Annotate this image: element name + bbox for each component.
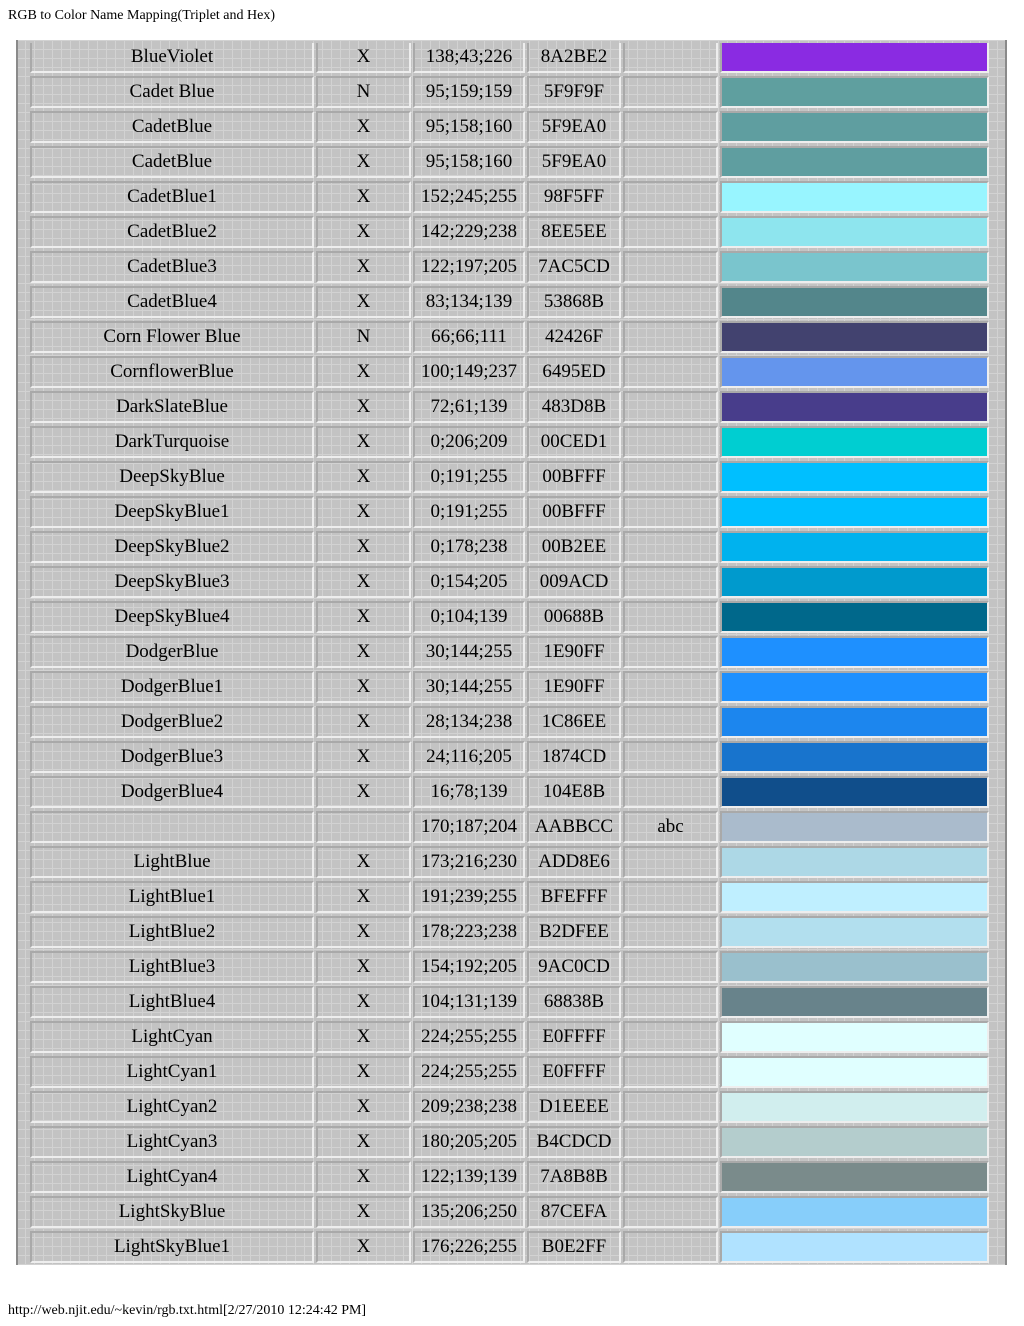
rgb-triplet-cell: 122;197;205	[413, 251, 525, 283]
sample-text-cell	[623, 76, 718, 108]
color-swatch	[720, 636, 989, 668]
color-swatch	[720, 1021, 989, 1053]
sample-text-cell	[623, 1126, 718, 1158]
table-row	[30, 1091, 989, 1123]
hex-code-cell: 1C86EE	[527, 706, 621, 738]
color-name-cell: CadetBlue3	[30, 251, 314, 283]
color-name-cell: DodgerBlue3	[30, 741, 314, 773]
color-name-cell: LightSkyBlue	[30, 1196, 314, 1228]
color-name-cell: DodgerBlue2	[30, 706, 314, 738]
color-swatch	[720, 741, 989, 773]
color-swatch	[720, 986, 989, 1018]
color-swatch	[720, 601, 989, 633]
sample-text-cell	[623, 951, 718, 983]
sample-text-cell	[623, 671, 718, 703]
sample-text-cell	[623, 916, 718, 948]
sample-text-cell	[623, 986, 718, 1018]
color-name-cell: CadetBlue2	[30, 216, 314, 248]
rgb-triplet-cell: 142;229;238	[413, 216, 525, 248]
table-row	[30, 636, 989, 668]
hex-code-cell: 7A8B8B	[527, 1161, 621, 1193]
table-row	[30, 601, 989, 633]
hex-code-cell: 87CEFA	[527, 1196, 621, 1228]
flag-cell: X	[316, 426, 411, 458]
sample-text-cell	[623, 496, 718, 528]
table-left-divider	[16, 40, 18, 1265]
hex-code-cell: 8EE5EE	[527, 216, 621, 248]
flag-cell: X	[316, 391, 411, 423]
color-swatch	[720, 531, 989, 563]
flag-cell: X	[316, 706, 411, 738]
flag-cell: X	[316, 776, 411, 808]
color-name-cell: CadetBlue4	[30, 286, 314, 318]
hex-code-cell: D1EEEE	[527, 1091, 621, 1123]
table-row	[30, 43, 989, 73]
table-row	[30, 391, 989, 423]
color-name-cell: DodgerBlue4	[30, 776, 314, 808]
sample-text-cell	[623, 146, 718, 178]
color-name-cell: BlueViolet	[30, 43, 314, 73]
table-row	[30, 111, 989, 143]
color-swatch	[720, 146, 989, 178]
table-row	[30, 356, 989, 388]
hex-code-cell: 00BFFF	[527, 496, 621, 528]
sample-text-cell	[623, 1196, 718, 1228]
rgb-triplet-cell: 178;223;238	[413, 916, 525, 948]
flag-cell: X	[316, 1126, 411, 1158]
color-name-cell: CornflowerBlue	[30, 356, 314, 388]
hex-code-cell: 68838B	[527, 986, 621, 1018]
rgb-triplet-cell: 0;154;205	[413, 566, 525, 598]
table-row	[30, 741, 989, 773]
hex-code-cell: 00688B	[527, 601, 621, 633]
rgb-triplet-cell: 16;78;139	[413, 776, 525, 808]
table-row	[30, 776, 989, 808]
flag-cell	[316, 811, 411, 843]
hex-code-cell: E0FFFF	[527, 1021, 621, 1053]
flag-cell: X	[316, 216, 411, 248]
sample-text-cell	[623, 1056, 718, 1088]
sample-text-cell	[623, 1231, 718, 1263]
sample-text-cell	[623, 566, 718, 598]
color-table	[28, 40, 991, 1265]
flag-cell: X	[316, 43, 411, 73]
color-name-cell: LightCyan3	[30, 1126, 314, 1158]
table-row	[30, 181, 989, 213]
rgb-triplet-cell: 138;43;226	[413, 43, 525, 73]
sample-text-cell: abc	[623, 811, 718, 843]
flag-cell: N	[316, 321, 411, 353]
rgb-triplet-cell: 224;255;255	[413, 1056, 525, 1088]
color-name-cell: LightSkyBlue1	[30, 1231, 314, 1263]
color-swatch	[720, 1196, 989, 1228]
color-swatch	[720, 881, 989, 913]
hex-code-cell: 009ACD	[527, 566, 621, 598]
table-row	[30, 1196, 989, 1228]
flag-cell: X	[316, 286, 411, 318]
sample-text-cell	[623, 181, 718, 213]
color-swatch	[720, 216, 989, 248]
sample-text-cell	[623, 426, 718, 458]
color-name-cell: DodgerBlue1	[30, 671, 314, 703]
table-row	[30, 1126, 989, 1158]
table-row	[30, 1231, 989, 1263]
sample-text-cell	[623, 391, 718, 423]
hex-code-cell: 5F9EA0	[527, 111, 621, 143]
rgb-triplet-cell: 170;187;204	[413, 811, 525, 843]
table-row	[30, 146, 989, 178]
sample-text-cell	[623, 846, 718, 878]
flag-cell: N	[316, 76, 411, 108]
flag-cell: X	[316, 146, 411, 178]
rgb-triplet-cell: 72;61;139	[413, 391, 525, 423]
rgb-triplet-cell: 224;255;255	[413, 1021, 525, 1053]
color-swatch	[720, 951, 989, 983]
rgb-triplet-cell: 122;139;139	[413, 1161, 525, 1193]
table-row	[30, 846, 989, 878]
sample-text-cell	[623, 461, 718, 493]
color-swatch	[720, 671, 989, 703]
color-swatch	[720, 1231, 989, 1263]
flag-cell: X	[316, 496, 411, 528]
flag-cell: X	[316, 1196, 411, 1228]
sample-text-cell	[623, 216, 718, 248]
rgb-triplet-cell: 191;239;255	[413, 881, 525, 913]
rgb-triplet-cell: 66;66;111	[413, 321, 525, 353]
table-row	[30, 1021, 989, 1053]
table-row	[30, 1161, 989, 1193]
hex-code-cell: 6495ED	[527, 356, 621, 388]
rgb-triplet-cell: 104;131;139	[413, 986, 525, 1018]
color-name-cell: DeepSkyBlue	[30, 461, 314, 493]
color-swatch	[720, 776, 989, 808]
hex-code-cell: 42426F	[527, 321, 621, 353]
flag-cell: X	[316, 846, 411, 878]
rgb-triplet-cell: 0;191;255	[413, 461, 525, 493]
color-table-frame	[16, 40, 1007, 1265]
hex-code-cell: E0FFFF	[527, 1056, 621, 1088]
color-swatch	[720, 43, 989, 73]
color-name-cell: Cadet Blue	[30, 76, 314, 108]
flag-cell: X	[316, 1231, 411, 1263]
table-row	[30, 811, 989, 843]
color-name-cell: CadetBlue1	[30, 181, 314, 213]
color-name-cell: LightCyan2	[30, 1091, 314, 1123]
flag-cell: X	[316, 566, 411, 598]
color-name-cell: LightBlue1	[30, 881, 314, 913]
rgb-triplet-cell: 95;158;160	[413, 146, 525, 178]
color-swatch	[720, 181, 989, 213]
color-swatch	[720, 251, 989, 283]
rgb-triplet-cell: 135;206;250	[413, 1196, 525, 1228]
flag-cell: X	[316, 1056, 411, 1088]
sample-text-cell	[623, 43, 718, 73]
hex-code-cell: 5F9F9F	[527, 76, 621, 108]
table-row	[30, 566, 989, 598]
rgb-triplet-cell: 0;104;139	[413, 601, 525, 633]
hex-code-cell: 483D8B	[527, 391, 621, 423]
color-name-cell: DeepSkyBlue1	[30, 496, 314, 528]
table-row	[30, 321, 989, 353]
color-name-cell: Corn Flower Blue	[30, 321, 314, 353]
hex-code-cell: BFEFFF	[527, 881, 621, 913]
hex-code-cell: B4CDCD	[527, 1126, 621, 1158]
color-swatch	[720, 566, 989, 598]
color-name-cell: DeepSkyBlue2	[30, 531, 314, 563]
hex-code-cell: 53868B	[527, 286, 621, 318]
flag-cell: X	[316, 1091, 411, 1123]
color-swatch	[720, 391, 989, 423]
color-name-cell	[30, 811, 314, 843]
flag-cell: X	[316, 671, 411, 703]
hex-code-cell: 1E90FF	[527, 636, 621, 668]
rgb-triplet-cell: 0;191;255	[413, 496, 525, 528]
color-name-cell: CadetBlue	[30, 146, 314, 178]
page-footer-url: http://web.njit.edu/~kevin/rgb.txt.html[2/27/2010 12:24:42 PM]	[8, 1303, 367, 1318]
sample-text-cell	[623, 741, 718, 773]
hex-code-cell: 1874CD	[527, 741, 621, 773]
hex-code-cell: B0E2FF	[527, 1231, 621, 1263]
hex-code-cell: AABBCC	[527, 811, 621, 843]
hex-code-cell: 5F9EA0	[527, 146, 621, 178]
table-row	[30, 671, 989, 703]
sample-text-cell	[623, 1161, 718, 1193]
color-swatch	[720, 426, 989, 458]
hex-code-cell: B2DFEE	[527, 916, 621, 948]
hex-code-cell: 00B2EE	[527, 531, 621, 563]
hex-code-cell: 00BFFF	[527, 461, 621, 493]
color-swatch	[720, 1161, 989, 1193]
hex-code-cell: ADD8E6	[527, 846, 621, 878]
color-swatch	[720, 111, 989, 143]
table-row	[30, 881, 989, 913]
hex-code-cell: 98F5FF	[527, 181, 621, 213]
flag-cell: X	[316, 916, 411, 948]
hex-code-cell: 8A2BE2	[527, 43, 621, 73]
rgb-triplet-cell: 95;159;159	[413, 76, 525, 108]
sample-text-cell	[623, 286, 718, 318]
color-name-cell: LightBlue3	[30, 951, 314, 983]
hex-code-cell: 104E8B	[527, 776, 621, 808]
table-row	[30, 76, 989, 108]
flag-cell: X	[316, 951, 411, 983]
color-swatch	[720, 1126, 989, 1158]
flag-cell: X	[316, 986, 411, 1018]
flag-cell: X	[316, 356, 411, 388]
sample-text-cell	[623, 636, 718, 668]
table-row	[30, 286, 989, 318]
rgb-triplet-cell: 152;245;255	[413, 181, 525, 213]
color-swatch	[720, 1091, 989, 1123]
rgb-triplet-cell: 209;238;238	[413, 1091, 525, 1123]
rgb-triplet-cell: 30;144;255	[413, 636, 525, 668]
sample-text-cell	[623, 356, 718, 388]
rgb-triplet-cell: 176;226;255	[413, 1231, 525, 1263]
rgb-triplet-cell: 28;134;238	[413, 706, 525, 738]
color-swatch	[720, 356, 989, 388]
color-name-cell: LightCyan	[30, 1021, 314, 1053]
hex-code-cell: 7AC5CD	[527, 251, 621, 283]
table-row	[30, 461, 989, 493]
sample-text-cell	[623, 111, 718, 143]
sample-text-cell	[623, 531, 718, 563]
hex-code-cell: 9AC0CD	[527, 951, 621, 983]
rgb-triplet-cell: 100;149;237	[413, 356, 525, 388]
sample-text-cell	[623, 706, 718, 738]
table-row	[30, 986, 989, 1018]
flag-cell: X	[316, 636, 411, 668]
flag-cell: X	[316, 881, 411, 913]
flag-cell: X	[316, 251, 411, 283]
sample-text-cell	[623, 601, 718, 633]
sample-text-cell	[623, 776, 718, 808]
flag-cell: X	[316, 181, 411, 213]
color-name-cell: DarkSlateBlue	[30, 391, 314, 423]
color-swatch	[720, 286, 989, 318]
color-swatch	[720, 1056, 989, 1088]
flag-cell: X	[316, 461, 411, 493]
rgb-triplet-cell: 0;178;238	[413, 531, 525, 563]
table-row	[30, 426, 989, 458]
rgb-triplet-cell: 24;116;205	[413, 741, 525, 773]
color-name-cell: CadetBlue	[30, 111, 314, 143]
color-swatch	[720, 811, 989, 843]
rgb-triplet-cell: 95;158;160	[413, 111, 525, 143]
table-row	[30, 1056, 989, 1088]
flag-cell: X	[316, 601, 411, 633]
table-row	[30, 706, 989, 738]
flag-cell: X	[316, 111, 411, 143]
hex-code-cell: 00CED1	[527, 426, 621, 458]
color-name-cell: DodgerBlue	[30, 636, 314, 668]
sample-text-cell	[623, 321, 718, 353]
color-name-cell: LightBlue	[30, 846, 314, 878]
page-header-title: RGB to Color Name Mapping(Triplet and Hex)	[8, 8, 276, 23]
color-swatch	[720, 321, 989, 353]
flag-cell: X	[316, 741, 411, 773]
rgb-triplet-cell: 180;205;205	[413, 1126, 525, 1158]
rgb-triplet-cell: 30;144;255	[413, 671, 525, 703]
color-name-cell: DeepSkyBlue3	[30, 566, 314, 598]
sample-text-cell	[623, 251, 718, 283]
color-name-cell: DeepSkyBlue4	[30, 601, 314, 633]
flag-cell: X	[316, 1161, 411, 1193]
sample-text-cell	[623, 881, 718, 913]
rgb-triplet-cell: 154;192;205	[413, 951, 525, 983]
color-name-cell: LightBlue2	[30, 916, 314, 948]
table-right-divider	[1005, 40, 1007, 1265]
color-name-cell: LightBlue4	[30, 986, 314, 1018]
flag-cell: X	[316, 531, 411, 563]
table-row	[30, 251, 989, 283]
color-name-cell: DarkTurquoise	[30, 426, 314, 458]
color-swatch	[720, 706, 989, 738]
table-row	[30, 916, 989, 948]
table-row	[30, 496, 989, 528]
table-row	[30, 531, 989, 563]
flag-cell: X	[316, 1021, 411, 1053]
color-name-cell: LightCyan1	[30, 1056, 314, 1088]
table-row	[30, 951, 989, 983]
rgb-triplet-cell: 83;134;139	[413, 286, 525, 318]
color-table-body	[30, 43, 989, 1263]
sample-text-cell	[623, 1021, 718, 1053]
table-row	[30, 216, 989, 248]
color-swatch	[720, 916, 989, 948]
color-swatch	[720, 496, 989, 528]
color-swatch	[720, 461, 989, 493]
hex-code-cell: 1E90FF	[527, 671, 621, 703]
color-swatch	[720, 846, 989, 878]
rgb-triplet-cell: 0;206;209	[413, 426, 525, 458]
color-name-cell: LightCyan4	[30, 1161, 314, 1193]
sample-text-cell	[623, 1091, 718, 1123]
color-swatch	[720, 76, 989, 108]
rgb-triplet-cell: 173;216;230	[413, 846, 525, 878]
